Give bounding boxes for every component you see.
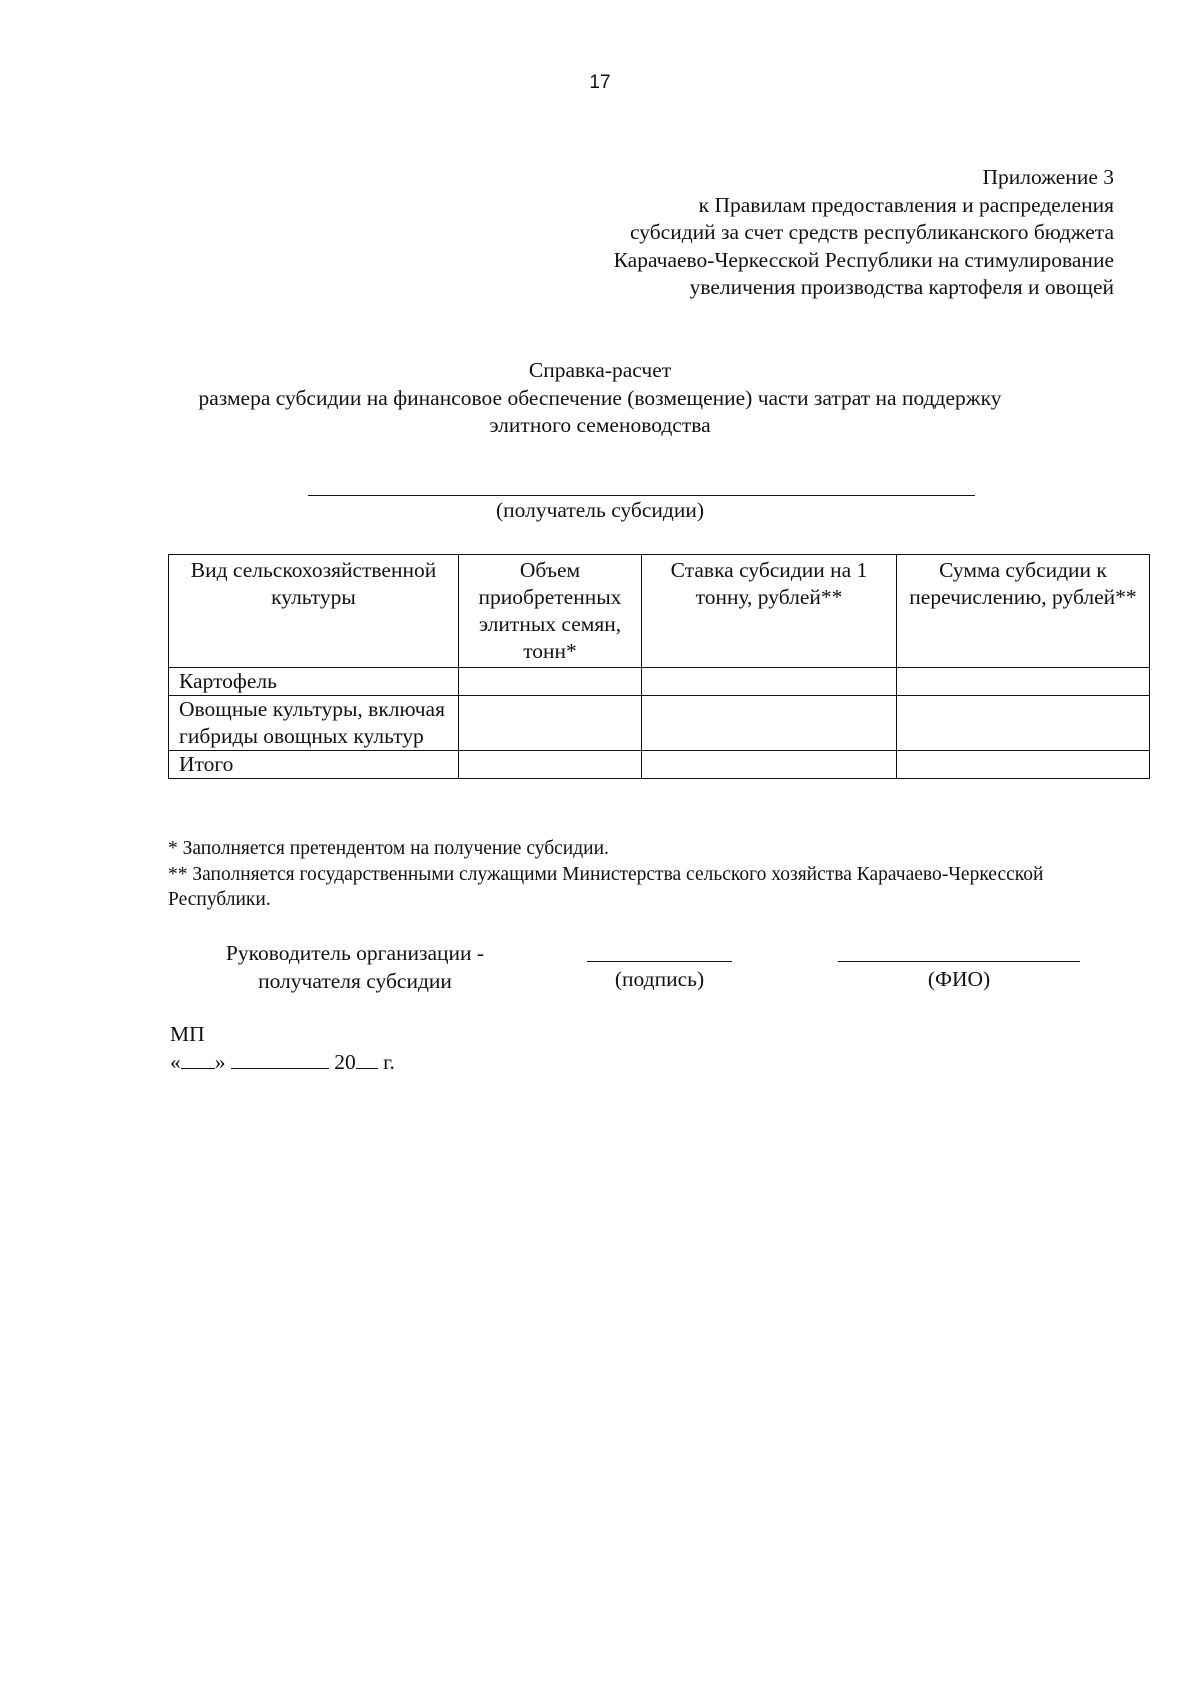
appendix-header bbox=[414, 164, 1114, 302]
cell-subsidy-amount[interactable] bbox=[897, 668, 1150, 696]
recipient-caption: (получатель субсидии) bbox=[495, 498, 705, 522]
cell-subsidy-amount[interactable] bbox=[897, 751, 1150, 779]
table-header-row bbox=[169, 555, 1150, 668]
name-blank-line bbox=[838, 961, 1080, 962]
appendix-line: к Правилам предоставления и распределения bbox=[698, 192, 1114, 217]
appendix-line: увеличения производства картофеля и овощей bbox=[689, 275, 1114, 299]
cell-crop: Овощные культуры, включая гибриды овощных культур bbox=[169, 696, 459, 751]
month-blank bbox=[231, 1048, 329, 1069]
appendix-line: Карачаево-Черкесской Республики на стимулирование bbox=[613, 247, 1114, 272]
date-open-quote: « bbox=[170, 1050, 181, 1074]
year-suffix: г. bbox=[383, 1050, 395, 1074]
footnote: * Заполняется претендентом на получение субсидии. bbox=[168, 838, 609, 859]
name-caption: (ФИО) bbox=[927, 967, 991, 991]
title-line: размера субсидии на финансовое обеспечение (возмещение) части затрат на поддержку bbox=[198, 385, 1002, 410]
cell-crop: Итого bbox=[169, 751, 459, 779]
cell-seed-volume[interactable] bbox=[459, 751, 642, 779]
footnotes bbox=[168, 836, 1098, 913]
day-blank bbox=[181, 1048, 215, 1069]
header-seed-volume: Объем приобретенных элитных семян, тонн* bbox=[459, 555, 642, 668]
header-crop-type: Вид сельскохозяйственной культуры bbox=[169, 555, 459, 668]
year-blank bbox=[356, 1048, 378, 1069]
recipient-blank-line bbox=[308, 495, 975, 496]
table-row bbox=[169, 751, 1150, 779]
footnote: ** Заполняется государственными служащими Министерства сельского хозяйства Карачаево-Черкесской Республики. bbox=[168, 863, 1044, 910]
signature-blank-line bbox=[587, 961, 732, 962]
seal-label: МП bbox=[170, 1022, 205, 1046]
signature-caption: (подпись) bbox=[614, 967, 705, 991]
appendix-line: субсидий за счет средств республиканского бюджета bbox=[629, 220, 1114, 244]
subsidy-table bbox=[168, 554, 1150, 779]
title-line: Справка-расчет bbox=[528, 358, 672, 382]
title-line: элитного семеноводства bbox=[489, 413, 711, 437]
header-subsidy-amount: Сумма субсидии к перечислению, рублей** bbox=[897, 555, 1150, 668]
cell-subsidy-rate[interactable] bbox=[642, 668, 897, 696]
year-prefix: 20 bbox=[334, 1050, 356, 1074]
document-title bbox=[0, 357, 1200, 440]
cell-crop: Картофель bbox=[169, 668, 459, 696]
table-row bbox=[169, 696, 1150, 751]
cell-subsidy-amount[interactable] bbox=[897, 696, 1150, 751]
date-line bbox=[170, 1048, 395, 1076]
table-row bbox=[169, 668, 1150, 696]
page-number: 17 bbox=[589, 72, 611, 93]
header-subsidy-rate: Ставка субсидии на 1 тонну, рублей** bbox=[642, 555, 897, 668]
signer-role: Руководитель организации - получателя субсидии bbox=[225, 941, 485, 993]
appendix-line: Приложение 3 bbox=[982, 165, 1114, 189]
cell-seed-volume[interactable] bbox=[459, 668, 642, 696]
cell-subsidy-rate[interactable] bbox=[642, 696, 897, 751]
cell-subsidy-rate[interactable] bbox=[642, 751, 897, 779]
date-close-quote: » bbox=[214, 1050, 226, 1074]
cell-seed-volume[interactable] bbox=[459, 696, 642, 751]
